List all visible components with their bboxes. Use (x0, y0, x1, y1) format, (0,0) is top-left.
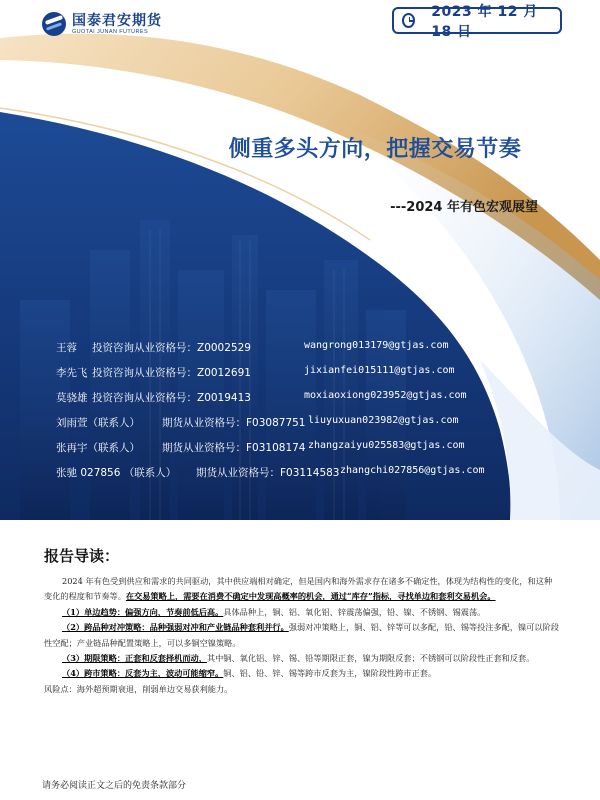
clock-icon (402, 13, 415, 28)
report-guide-body (44, 574, 560, 697)
report-subtitle: ---2024 年有色宏观展望 (390, 200, 538, 215)
guide-strategy-3 (44, 651, 560, 666)
logo-english-name: GUOTAI JUNAN FUTURES (72, 28, 149, 35)
strategy-4-label: （4）跨市策略：反套为主，波动可能缩窄。 (62, 668, 224, 679)
guide-strategy-1 (44, 605, 560, 620)
page-header (0, 0, 600, 42)
analyst-name: 莫骁雄 (56, 392, 88, 404)
strategy-2-label: （2）跨品种对冲策略：品种强弱对冲和产业链品种套利并行。 (62, 622, 289, 633)
strategy-4-text: 铜、铝、铅、锌、锡等跨市反套为主，镍阶段性跨市正套。 (223, 668, 437, 679)
analyst-email[interactable]: jixianfei015111@gtjas.com (304, 365, 455, 376)
guide-paragraph (44, 574, 560, 605)
guide-risk: 风险点：海外超预期衰退，削弱单边交易获利能力。 (44, 683, 233, 694)
strategy-2-text: 强弱对冲策略上，铜、铝、锌等可以多配，铅、锡等投注多配，镍可以阶段性空配；产业链品种配置策略上，可以多铜空镍策略。 (44, 622, 559, 648)
analyst-email[interactable]: zhangchi027856@gtjas.com (340, 465, 485, 476)
guide-strategy-2 (44, 620, 560, 651)
logo-chinese-name: 国泰君安期货 (72, 12, 162, 29)
guide-intro-emphasis: 在交易策略上，需要在消费不确定中发现高概率的机会，通过“库存”指标，寻找单边和套利交易机会。 (125, 591, 496, 602)
analyst-email[interactable]: wangrong013179@gtjas.com (304, 340, 449, 351)
analyst-cert: 期货从业资格号：F03114583 (196, 467, 340, 479)
company-logo (42, 12, 162, 36)
analyst-name: 李先飞 (56, 367, 88, 379)
analyst-email[interactable]: zhangzaiyu025583@gtjas.com (308, 440, 465, 451)
disclaimer-footer: 请务必阅读正文之后的免责条款部分 (42, 781, 187, 791)
strategy-1-label: （1）单边趋势：偏强方向，节奏前低后高。 (62, 606, 224, 617)
analyst-name: 张再宇（联系人） (56, 442, 140, 454)
report-date: 2023 年 12 月 18 日 (431, 3, 538, 40)
analyst-cert: 投资咨询从业资格号：Z0012691 (92, 367, 251, 379)
analyst-cert: 期货从业资格号：F03108174 (162, 442, 306, 454)
analyst-name: 王蓉 (56, 342, 77, 354)
logo-emblem-icon (42, 12, 66, 36)
guide-strategy-4 (44, 666, 560, 681)
strategy-3-label: （3）期限策略：正套和反套择机而动， (62, 653, 207, 664)
analyst-email[interactable]: moxiaoxiong023952@gtjas.com (304, 390, 467, 401)
strategy-1-text: 具体品种上，铜、铝、氧化铝、锌震荡偏强，铅、镍、不锈钢、锡震荡。 (223, 606, 486, 617)
strategy-3-text: 其中铜、氧化铝、锌、锡、铅等期限正套，镍为期限反套；不锈钢可以阶段性正套和反套。 (206, 653, 535, 664)
report-date-box (392, 3, 562, 40)
analyst-name: 张驰 027856 （联系人） (56, 467, 177, 479)
analyst-email[interactable]: liuyuxuan023982@gtjas.com (308, 415, 459, 426)
analyst-name: 刘雨萱（联系人） (56, 417, 140, 429)
analyst-cert: 期货从业资格号：F03087751 (162, 417, 306, 429)
guide-intro-text: 2024 年有色受到供应和需求的共同驱动，其中供应端相对确定，但是国内和海外需求存在诸多不确定性，体现为结构性的变化，和这种变化的程度和节奏等。 (44, 576, 553, 602)
analyst-cert: 投资咨询从业资格号：Z0019413 (92, 392, 251, 404)
analyst-cert: 投资咨询从业资格号：Z0002529 (92, 342, 251, 354)
report-title: 侧重多头方向，把握交易节奏 (228, 137, 522, 162)
report-guide-heading: 报告导读： (44, 547, 120, 565)
